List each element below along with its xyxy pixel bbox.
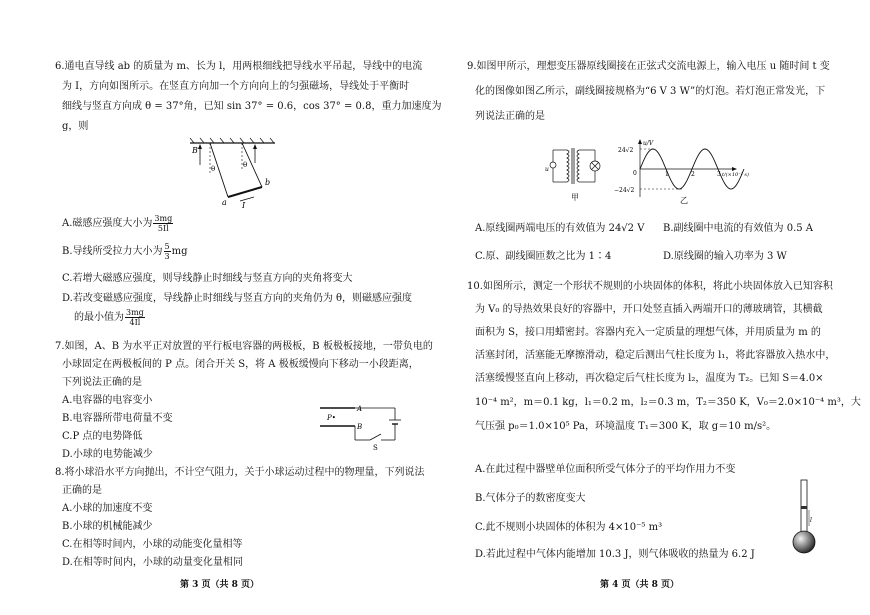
q8-option-A: A.小球的加速度不变 [62,503,153,514]
q9-fig-axis-u: u/V [643,140,654,147]
q6-option-D-line-2 [74,308,146,328]
q9-fig-tick-1: 1 [665,171,669,178]
q6-figure [180,135,290,210]
q9-fig-yi-caption: 乙 [680,196,688,205]
q10-line-2: 为 V₀ 的导热效果良好的容器中，开口处竖直插入两端开口的薄玻璃管，其横截 [475,304,823,315]
q6-option-A [62,214,174,234]
q9-fig-jia-caption: 甲 [571,193,579,202]
q10-line-7: 气压强 p₀＝1.0×10⁵ Pa，环境温度 T₁＝300 K，取 g＝10 m/s²。 [475,421,777,432]
q9-figure-jia [545,140,605,205]
q6-A-numerator: 3mg [154,214,173,223]
page-footer-left: 第 3 页（共 8 页） [180,580,260,590]
q7-option-B: B.电容器所带电荷量不变 [62,413,173,424]
q7-fig-A-label: A [357,405,363,413]
q7-line-2: 小球固定在两极板间的 P 点。闭合开关 S，将 A 极板缓慢向下移动一小段距离， [62,359,419,370]
q9-option-A: A.原线圈两端电压的有效值为 24√2 V [475,223,645,234]
q9-line-2: 化的图像如图乙所示，副线圈接规格为“6 V 3 W”的灯泡。若灯泡正常发光，下 [475,86,826,97]
q8-line-1: 8.将小球沿水平方向抛出，不计空气阻力，关于小球运动过程中的物理量，下列说法 [55,467,425,478]
q6-fig-a-label: a [222,198,227,207]
q7-option-C: C.P 点的电势降低 [62,431,143,442]
q10-line-4: 活塞封闭，活塞能无摩擦滑动，稳定后测出气柱长度为 l₁，将此容器放入热水中， [475,350,836,361]
q6-option-D-fraction [125,308,145,327]
q9-fig-u-label: u [545,166,549,173]
right-page [435,0,870,615]
q6-option-A-fraction [153,214,173,233]
q6-line-1: 6.通电直导线 ab 的质量为 m、长为 l，用两根细线把导线水平吊起，导线中的电流 [55,61,423,72]
q9-fig-pos-peak: 24√2 [618,147,634,154]
q8-option-D: D.在相等时间内，小球的动量变化量相同 [62,557,243,568]
q10-fig-l-label: l [810,517,812,524]
q9-option-C: C.原、副线圈匝数之比为 1∶4 [475,251,612,262]
q7-option-D: D.小球的电势能减少 [62,449,153,460]
q6-line-3: 细线与竖直方向成 θ = 37°角，已知 sin 37° = 0.6，cos 37° = 0.8，重力加速度为 [62,101,442,112]
q7-line-1: 7.如图，A、B 为水平正对放置的平行板电容器的两极板，B 板极板接地，一带负电的 [55,341,433,352]
q6-option-B-unit: mg [171,246,188,257]
q6-B-numerator: 5 [164,242,170,251]
q6-fig-theta-left: θ [211,165,216,173]
q10-option-C: C.此不规则小块固体的体积为 4×10⁻⁵ m³ [475,522,663,533]
q6-B-denominator: 3 [164,252,170,261]
q9-option-B: B.副线圈中电流的有效值为 0.5 A [663,223,814,234]
q6-fig-I-label: I [242,201,246,210]
q10-option-B: B.气体分子的数密度变大 [475,493,586,504]
q9-fig-tick-2: 2 [691,171,695,178]
q6-fig-theta-right: θ [243,161,248,169]
q6-option-D-line-1: D.若改变磁感应强度，导线静止时细线与竖直方向的夹角仍为 θ，则磁感应强度 [62,293,413,304]
q8-option-B: B.小球的机械能减少 [62,521,153,532]
q7-figure [315,398,410,453]
q9-fig-t-axis: t/(×10⁻² s) [722,172,749,178]
q10-line-3: 面积为 S，接口用蜡密封。容器内充入一定质量的理想气体，并用质量为 m 的 [475,327,821,338]
q6-option-B-text: B.导线所受拉力大小为 [62,246,163,257]
q6-option-C: C.若增大磁感应强度，则导线静止时细线与竖直方向的夹角将变大 [62,273,353,284]
q6-fig-b-label: b [265,178,271,187]
q9-line-3: 列说法正确的是 [475,111,545,122]
q6-option-B [62,242,188,262]
q6-fig-B-label: B [192,146,198,155]
q6-D-denominator: 4Il [129,318,141,327]
q8-line-2: 正确的是 [62,485,102,496]
q6-option-A-text: A.磁感应强度大小为 [62,218,153,229]
q9-option-D: D.原线圈的输入功率为 3 W [663,251,787,262]
q7-fig-B-label: B [357,423,363,431]
q7-line-3: 下列说法正确的是 [62,377,142,388]
q7-fig-P-label: P• [327,414,336,422]
q9-fig-origin: 0 [633,170,637,177]
q9-fig-tick-3: 3 [717,171,721,178]
q9-fig-neg-peak: −24√2 [614,187,635,194]
q10-figure [785,478,825,556]
q6-option-B-fraction [164,242,171,261]
q6-line-2: 为 I，方向如图所示。在竖直方向加一个方向向上的匀强磁场，导线处于平衡时 [62,81,410,92]
q7-fig-S-label: S [373,444,378,452]
q10-line-1: 10.如图所示，测定一个形状不规则的小块固体的体积，将此小块固体放入已知容积 [467,281,833,292]
page-footer-right: 第 4 页（共 8 页） [600,580,680,590]
q8-option-C: C.在相等时间内，小球的动能变化量相等 [62,539,243,550]
q9-line-1: 9.如图甲所示，理想变压器原线圈接在正弦式交流电源上，输入电压 u 随时间 t 变 [467,61,830,72]
q6-D-numerator: 3mg [126,308,144,317]
q6-A-denominator: 5Il [157,224,169,233]
q6-option-D-text: 的最小值为 [74,312,124,323]
q6-line-4: g，则 [62,121,89,132]
q9-figure-yi [614,137,758,205]
q7-option-A: A.电容器的电容变小 [62,395,153,406]
q10-option-D: D.若此过程中气体内能增加 10.3 J，则气体吸收的热量为 6.2 J [475,549,755,560]
q10-line-6: 10⁻⁴ m²，m＝0.1 kg，l₁＝0.2 m，l₂＝0.3 m，T₂＝350 K，V₀＝2.0×10⁻⁴ m³，大 [475,397,861,408]
q10-option-A: A.在此过程中器壁单位面积所受气体分子的平均作用力不变 [475,464,736,475]
q10-line-5: 活塞缓慢竖直向上移动，再次稳定后气柱长度为 l₂，温度为 T₂。已知 S＝4.0× [475,373,824,384]
